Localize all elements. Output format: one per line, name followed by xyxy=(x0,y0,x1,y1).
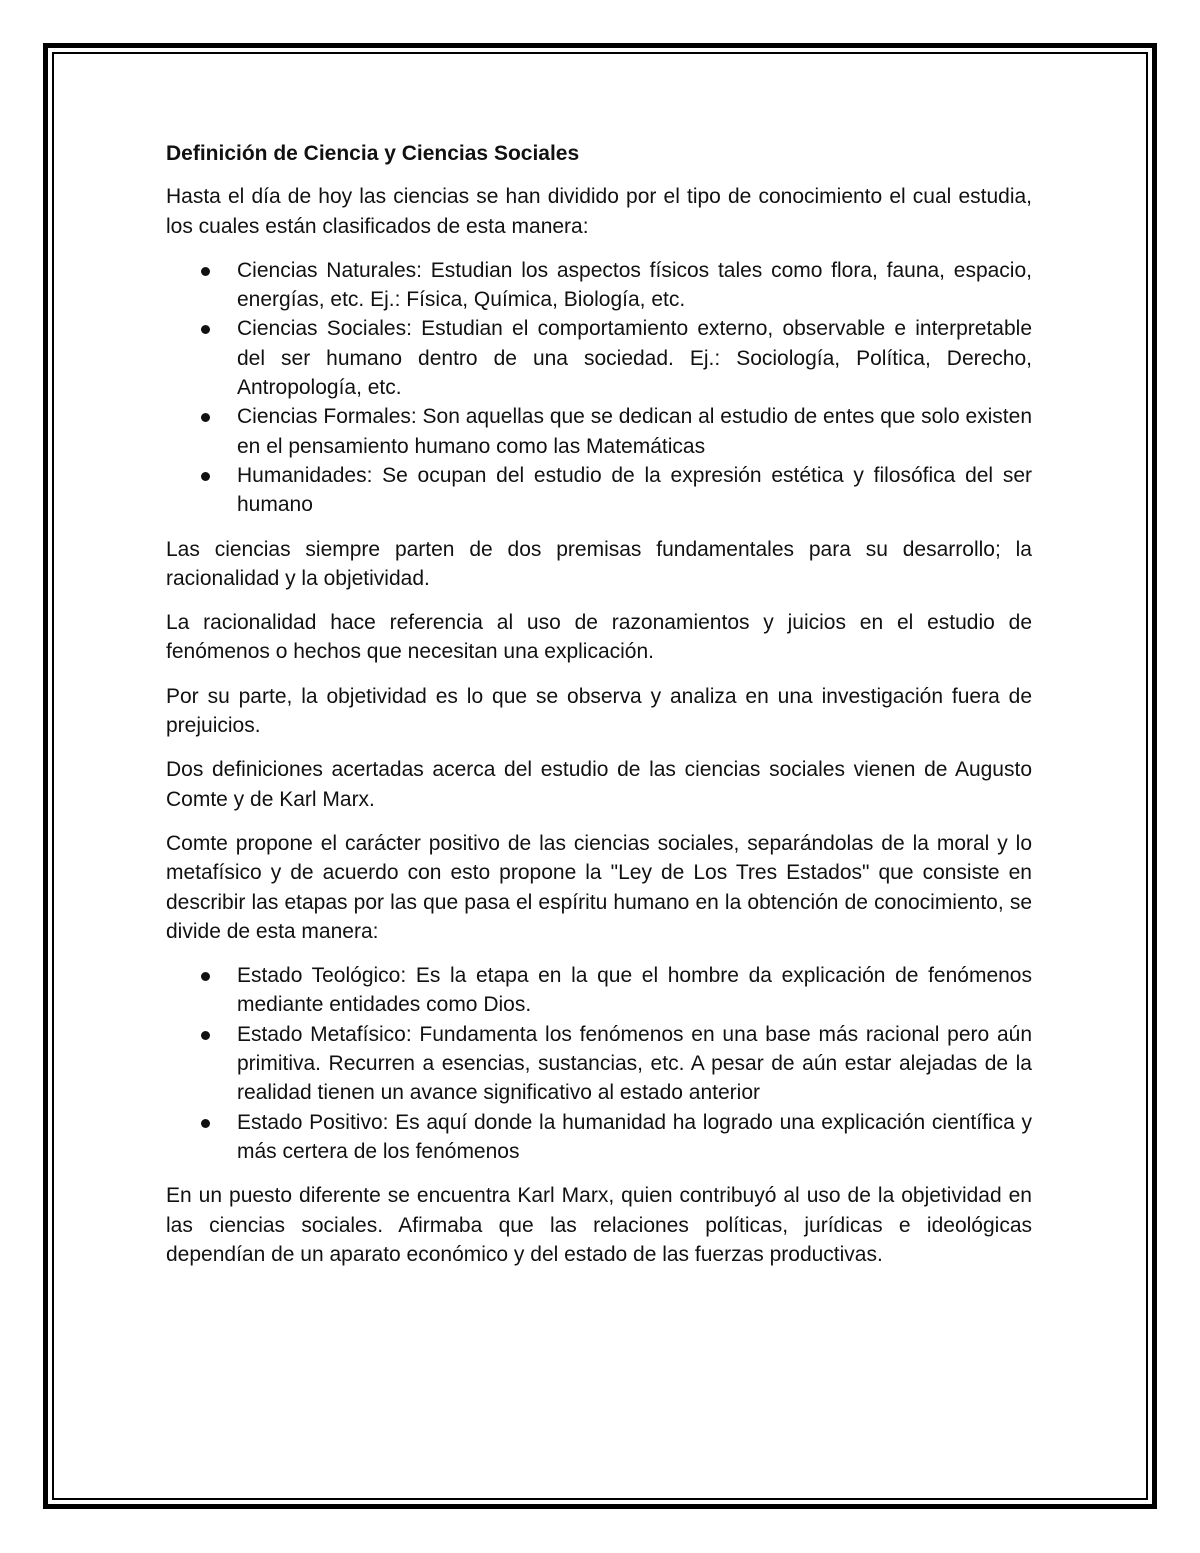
paragraph-marx: En un puesto diferente se encuentra Karl Marx, quien contribuyó al uso de la objetividad en las ciencias sociales. Afirmaba que las relaciones políticas, jurídicas e ideológicas dependían de un aparato económico y del estado de las fuerzas productivas. xyxy=(166,1184,1032,1266)
bullet-icon xyxy=(201,267,210,276)
document-body xyxy=(166,139,1032,1284)
bullet-icon xyxy=(201,972,210,981)
science-types-list xyxy=(166,256,1032,520)
three-states-list xyxy=(166,961,1032,1166)
list-item-text: Estado Metafísico: Fundamenta los fenómenos en una base más racional pero aún primitiva. Recurren a esencias, sustancias, etc. A pesar de aún estar alejadas de la realidad tienen un avance significativo al estado anterior xyxy=(237,1022,1032,1105)
bullet-icon xyxy=(201,1031,210,1040)
document-title: Definición de Ciencia y Ciencias Sociales xyxy=(166,142,580,165)
intro-paragraph: Hasta el día de hoy las ciencias se han dividido por el tipo de conocimiento el cual estudia, los cuales están clasificados de esta manera: xyxy=(166,185,1032,238)
list-item xyxy=(237,461,1032,520)
list-item xyxy=(237,961,1032,1020)
list-item xyxy=(237,256,1032,315)
list-item xyxy=(237,314,1032,402)
list-item-text: Ciencias Sociales: Estudian el comportamiento externo, observable e interpretable del ser humano dentro de una sociedad. Ej.: Sociología, Política, Derecho, Antropología, etc. xyxy=(237,317,1032,400)
bullet-icon xyxy=(201,472,210,481)
paragraph-objectivity: Por su parte, la objetividad es lo que se observa y analiza en una investigación fuera de prejuicios. xyxy=(166,684,1032,738)
list-item-text: Ciencias Naturales: Estudian los aspectos físicos tales como flora, fauna, espacio, energías, etc. Ej.: Física, Química, Biología, etc. xyxy=(237,258,1032,312)
paragraph-comte: Comte propone el carácter positivo de las ciencias sociales, separándolas de la moral y lo metafísico y de acuerdo con esto propone la "Ley de Los Tres Estados" que consiste en describir las etapas por las que pasa el espíritu humano en la obtención de conocimiento, se divide de esta manera: xyxy=(166,831,1032,943)
bullet-icon xyxy=(201,325,210,334)
list-item-text: Estado Teológico: Es la etapa en la que el hombre da explicación de fenómenos mediante entidades como Dios. xyxy=(237,964,1032,1017)
paragraph-premises: Las ciencias siempre parten de dos premisas fundamentales para su desarrollo; la racionalidad y la objetividad. xyxy=(166,537,1032,590)
list-item xyxy=(237,402,1032,461)
list-item xyxy=(237,1108,1032,1167)
list-item-text: Humanidades: Se ocupan del estudio de la expresión estética y filosófica del ser humano xyxy=(237,463,1032,517)
paragraph-rationality: La racionalidad hace referencia al uso de razonamientos y juicios en el estudio de fenómenos o hechos que necesitan una explicación. xyxy=(166,611,1032,664)
list-item xyxy=(237,1020,1032,1108)
bullet-icon xyxy=(201,413,210,422)
list-item-text: Ciencias Formales: Son aquellas que se dedican al estudio de entes que solo existen en el pensamiento humano como las Matemáticas xyxy=(237,405,1032,458)
list-item-text: Estado Positivo: Es aquí donde la humanidad ha logrado una explicación científica y más certera de los fenómenos xyxy=(237,1110,1032,1163)
bullet-icon xyxy=(201,1119,210,1128)
paragraph-definitions: Dos definiciones acertadas acerca del estudio de las ciencias sociales vienen de Augusto Comte y de Karl Marx. xyxy=(166,758,1032,811)
